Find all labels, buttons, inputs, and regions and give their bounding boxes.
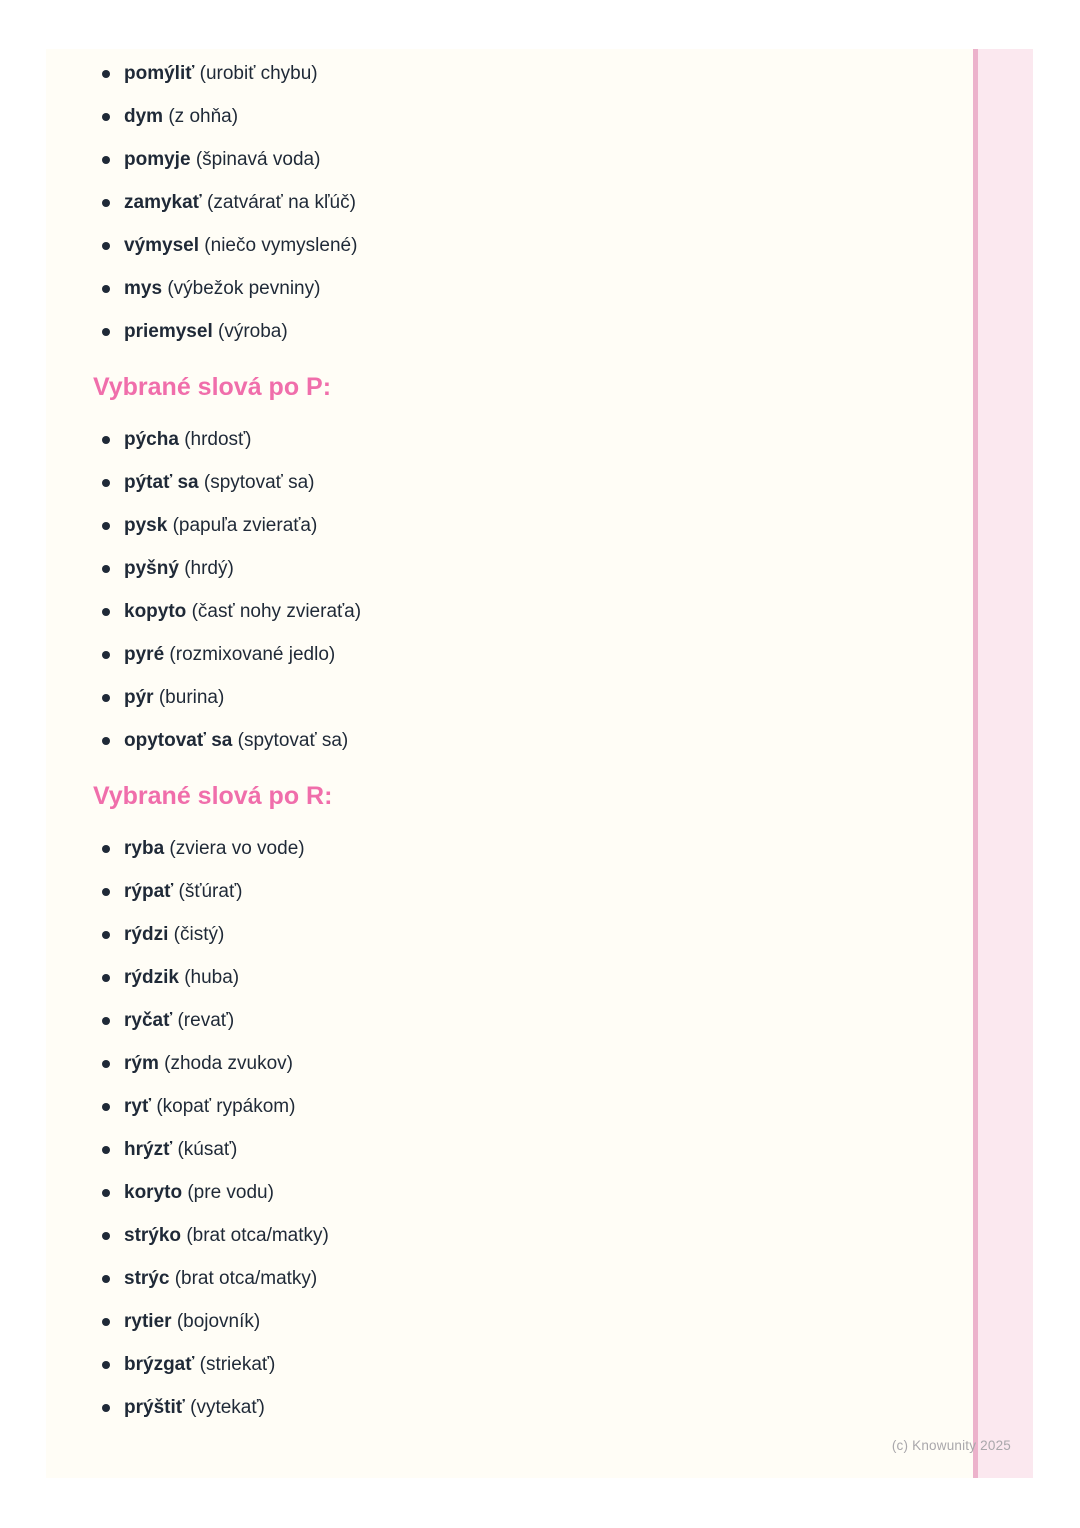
word-definition: (čistý) [173,924,225,945]
word-definition: (zviera vo vode) [169,838,305,859]
word-term: ryčať [124,1010,173,1031]
bullet-icon [102,608,110,616]
word-definition: (výroba) [218,321,288,342]
word-term: zamykať [124,192,202,213]
bullet-icon [102,436,110,444]
word-term: pýtať sa [124,472,199,493]
word-definition: (hrdosť) [184,429,252,450]
list-item [93,428,943,452]
list-item [93,1052,943,1076]
bullet-icon [102,1017,110,1025]
word-term: rytier [124,1311,172,1332]
bullet-icon [102,479,110,487]
list-item [93,1224,943,1248]
bullet-icon [102,156,110,164]
word-term: ryť [124,1096,152,1117]
word-term: pysk [124,515,168,536]
word-term: priemysel [124,321,213,342]
word-definition: (huba) [184,967,240,988]
list-item [93,1009,943,1033]
bullet-icon [102,1060,110,1068]
word-term: opytovať sa [124,730,233,751]
list-item [93,1138,943,1162]
bullet-icon [102,113,110,121]
word-definition: (papuľa zvieraťa) [172,515,318,536]
word-definition: (kopať rypákom) [156,1096,296,1117]
word-definition: (bojovník) [176,1311,261,1332]
list-item [93,148,943,172]
bullet-icon [102,1275,110,1283]
list-item [93,1267,943,1291]
bullet-icon [102,1146,110,1154]
list-item [93,600,943,624]
list-item [93,729,943,753]
section-heading: Vybrané slová po R: [93,782,333,810]
word-term: pyšný [124,558,179,579]
bullet-icon [102,1361,110,1369]
list-item [93,966,943,990]
bullet-icon [102,845,110,853]
word-term: hrýzť [124,1139,173,1160]
list-item [93,1310,943,1334]
list-item [93,557,943,581]
vocabulary-section [93,62,943,344]
list-item [93,1181,943,1205]
word-definition: (časť nohy zvieraťa) [191,601,362,622]
bullet-icon [102,1232,110,1240]
bullet-icon [102,888,110,896]
word-definition: (brat otca/matky) [174,1268,318,1289]
word-term: strýko [124,1225,182,1246]
word-term: mys [124,278,163,299]
word-term: rýdzi [124,924,169,945]
bullet-icon [102,522,110,530]
watermark: (c) Knowunity 2025 [891,1438,1011,1453]
word-term: prýštiť [124,1397,185,1418]
bullet-icon [102,242,110,250]
word-definition: (zhoda zvukov) [164,1053,293,1074]
bullet-icon [102,1318,110,1326]
list-item [93,686,943,710]
page-edge-decoration [973,49,1033,1478]
list-item [93,514,943,538]
word-term: ryba [124,838,165,859]
word-definition: (zatvárať na kľúč) [207,192,356,213]
word-term: strýc [124,1268,170,1289]
word-definition: (vytekať) [190,1397,265,1418]
bullet-icon [102,199,110,207]
word-definition: (šťúrať) [178,881,243,902]
bullet-icon [102,694,110,702]
word-definition: (kúsať) [177,1139,238,1160]
bullet-icon [102,1189,110,1197]
list-item [93,277,943,301]
document-content [93,62,943,1439]
word-term: koryto [124,1182,183,1203]
bullet-icon [102,931,110,939]
word-term: výmysel [124,235,200,256]
word-definition: (urobiť chybu) [199,63,318,84]
word-term: pyré [124,644,165,665]
list-item [93,234,943,258]
word-definition: (niečo vymyslené) [204,235,358,256]
word-list [93,62,943,344]
list-item [93,191,943,215]
word-term: brýzgať [124,1354,195,1375]
list-item [93,837,943,861]
bullet-icon [102,737,110,745]
list-item [93,643,943,667]
bullet-icon [102,70,110,78]
word-definition: (brat otca/matky) [186,1225,329,1246]
list-item [93,105,943,129]
word-definition: (burina) [158,687,225,708]
bullet-icon [102,328,110,336]
list-item [93,923,943,947]
list-item [93,1353,943,1377]
list-item [93,880,943,904]
word-definition: (rozmixované jedlo) [169,644,336,665]
word-term: pomýliť [124,63,195,84]
word-term: kopyto [124,601,187,622]
bullet-icon [102,1404,110,1412]
word-term: rým [124,1053,159,1074]
word-term: dym [124,106,164,127]
list-item [93,320,943,344]
word-term: pomyje [124,149,191,170]
word-definition: (hrdý) [184,558,234,579]
list-item [93,62,943,86]
word-definition: (revať) [177,1010,235,1031]
bullet-icon [102,651,110,659]
word-definition: (spytovať sa) [237,730,349,751]
word-definition: (striekať) [199,1354,276,1375]
bullet-icon [102,974,110,982]
word-term: rýdzik [124,967,179,988]
list-item [93,1396,943,1420]
word-list [93,428,943,753]
word-definition: (spytovať sa) [203,472,315,493]
word-term: rýpať [124,881,174,902]
list-item [93,471,943,495]
word-definition: (výbežok pevniny) [167,278,321,299]
word-definition: (z ohňa) [168,106,239,127]
document-page [46,49,1033,1478]
bullet-icon [102,565,110,573]
word-list [93,837,943,1420]
bullet-icon [102,285,110,293]
vocabulary-section [93,780,943,1420]
word-definition: (špinavá voda) [195,149,321,170]
word-definition: (pre vodu) [187,1182,274,1203]
bullet-icon [102,1103,110,1111]
section-heading: Vybrané slová po P: [93,373,332,401]
word-term: pýr [124,687,154,708]
list-item [93,1095,943,1119]
word-term: pýcha [124,429,179,450]
vocabulary-section [93,371,943,753]
